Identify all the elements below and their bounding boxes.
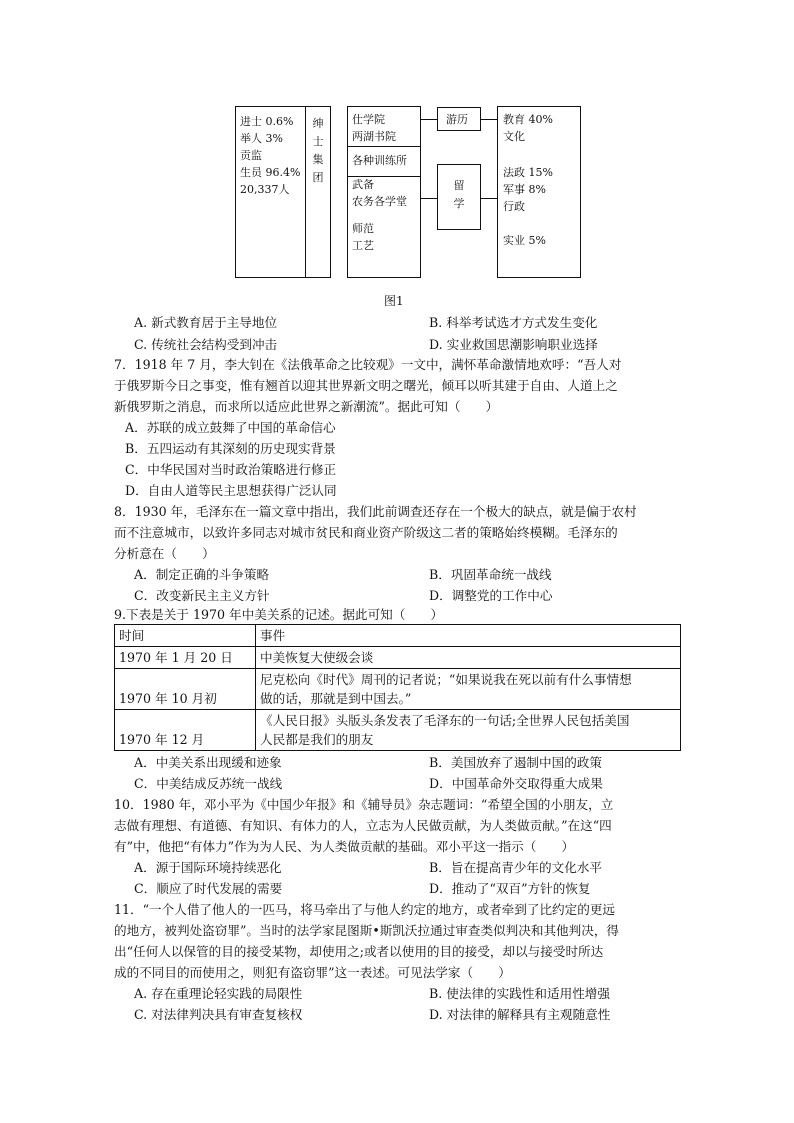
q6-option-c: C. 传统社会结构受到冲击 [134,337,278,352]
career-line: 文化 [503,130,525,143]
career-outcome-box [497,106,581,278]
gentry-char: 集 [312,153,324,166]
table-header-row [115,625,681,647]
career-line: 实业 5% [503,234,546,247]
time-cell: 1970 年 12 月 [115,710,256,751]
q11-option-b: B. 使法律的实践性和适用性增强 [429,986,610,1001]
connector-line [421,198,437,199]
school-line: 工艺 [352,239,374,252]
time-cell: 1970 年 1 月 20 日 [115,647,256,669]
q8-stem-line: 8．1930 年，毛泽东在一篇文章中指出，我们此前调查还存在一个极大的缺点，就是偏于农村 [114,504,637,519]
q10-option-b: B．旨在提高青少年的文化水平 [429,860,602,875]
q7-stem-line: 7．1918 年 7 月，李大钊在《法俄革命之比较观》一文中，满怀革命激情地欢呼：“吾人对 [114,357,622,372]
table-row [115,647,681,669]
event-line: 中美恢复大使级会谈 [260,650,374,665]
q7-stem-line: 新俄罗斯之消息，而求所以适应此世界之新潮流”。据此可知（ ） [114,399,499,414]
table-row [115,710,681,751]
table-row [115,669,681,710]
schools-divider [347,146,421,147]
q8-option-d: D．调整党的工作中心 [429,588,553,603]
q11-stem-line: 11．“一个人借了他人的一匹马，将马牵出了与他人约定的地方，或者牵到了比约定的更远 [114,902,616,917]
school-line: 仕学院 [352,113,385,126]
school-line: 武备 [352,178,374,191]
event-line: 做的话，那就是到中国去。” [260,691,412,706]
career-line: 教育 40% [503,113,553,126]
event-line: 《人民日报》头版头条发表了毛泽东的一句话;全世界人民包括美国 [260,713,630,728]
q11-option-c: C. 对法律判决具有审查复核权 [134,1007,303,1022]
q9-option-c: C．中美结成反苏统一战线 [134,776,283,791]
q8-option-b: B．巩固革命统一战线 [429,567,552,582]
event-line: 人民都是我们的朋友 [260,732,374,747]
degree-line: 进士 0.6% [240,115,294,128]
connector-line [421,119,437,120]
degree-line: 举人 3% [240,132,283,145]
schools-box [347,106,421,278]
q6-option-b: B. 科举考试选才方式发生变化 [429,315,598,330]
career-line: 行政 [503,200,525,213]
q7-option-a: A．苏联的成立鼓舞了中国的革命信心 [125,420,336,435]
school-line: 农务各学堂 [352,195,407,208]
study-abroad-box [437,164,481,230]
school-line: 各种训练所 [352,154,407,167]
q8-option-a: A．制定正确的斗争策略 [134,567,270,582]
q7-option-b: B．五四运动有其深刻的历史现实背景 [125,441,336,456]
degree-line: 生员 96.4% [240,166,301,179]
connector-line [481,198,497,199]
q11-stem-line: 成的不同目的而使用之，则犯有盗窃罪”这一表述。可见法学家（ ） [114,965,511,980]
q10-stem-line: 10．1980 年，邓小平为《中国少年报》和《辅导员》杂志题词：“希望全国的小朋友，立 [114,797,614,812]
gentry-group-box [305,106,331,278]
figure-1-diagram [235,106,581,278]
study-char: 学 [453,197,465,210]
q8-stem-line: 分析意在（ ） [114,546,215,561]
q9-option-a: A．中美关系出现缓和迹象 [134,755,282,770]
q10-stem-line: 志做有理想、有道德、有知识、有体力的人，立志为人民做贡献，为人类做贡献。”在这“四 [114,818,612,833]
q11-option-d: D. 对法律的解释具有主观随意性 [429,1007,611,1022]
table-header-cell: 时间 [115,625,256,647]
event-line: 尼克松向《时代》周刊的记者说；“如果说我在死以前有什么事情想 [260,672,632,687]
q9-option-b: B．美国放弃了遏制中国的政策 [429,755,602,770]
q11-option-a: A. 存在重理论轻实践的局限性 [134,986,303,1001]
degree-line: 贡监 [240,149,262,162]
q9-option-d: D．中国革命外交取得重大成果 [429,776,603,791]
q6-option-d: D. 实业救国思潮影响职业选择 [429,337,598,352]
schools-divider [347,176,421,177]
q11-stem-line: 出“任何人以保管的目的接受某物，却使用之;或者以使用的目的接受，却以与接受时所达 [114,944,604,959]
table-header-cell: 事件 [256,625,681,647]
gentry-char: 士 [312,135,324,148]
q11-stem-line: 的地方，被判处盗窃罪”。当时的法学家昆图斯•斯凯沃拉通过审查类似判决和其他判决，得 [114,923,620,938]
career-line: 军事 8% [503,183,546,196]
study-char: 留 [453,179,465,192]
q6-option-a: A. 新式教育居于主导地位 [134,315,278,330]
connector-line [481,119,497,120]
q10-option-a: A．源于国际环境持续恶化 [134,860,282,875]
event-cell [256,647,681,669]
travel-char: 历 [457,113,468,126]
career-line: 法政 15% [503,166,553,179]
time-cell: 1970 年 10 月初 [115,669,256,710]
event-cell [256,669,681,710]
gentry-char: 绅 [312,117,324,130]
travel-box [437,107,481,131]
q8-stem-line: 而不注意城市，以致许多同志对城市贫民和商业资产阶级这二者的策略始终模糊。毛泽东的 [114,525,618,540]
q9-table [114,624,681,751]
event-cell [256,710,681,751]
q7-option-d: D．自由人道等民主思想获得广泛认同 [125,483,337,498]
q7-option-c: C．中华民国对当时政治策略进行修正 [125,462,337,477]
figure-caption: 图1 [384,294,404,308]
q10-stem-line: 有”中，他把“有体力”作为为人民、为人类做贡献的基础。邓小平这一指示（ ） [114,839,575,854]
school-line: 两湖书院 [352,130,396,143]
q9-stem: 9.下表是关于 1970 年中美关系的记述。据此可知（ ） [114,607,444,622]
travel-char: 游 [446,113,457,126]
school-line: 师范 [352,222,374,235]
degree-line: 20,337人 [240,183,290,196]
q7-stem-line: 于俄罗斯今日之事变，惟有翘首以迎其世界新文明之曙光，倾耳以听其建于自由、人道上之 [114,378,618,393]
gentry-char: 团 [312,171,324,184]
q10-option-c: C．顺应了时代发展的需要 [134,881,283,896]
q8-option-c: C．改变新民主主义方针 [134,588,270,603]
exam-degree-box [235,106,306,278]
q10-option-d: D．推动了“双百”方针的恢复 [429,881,591,896]
